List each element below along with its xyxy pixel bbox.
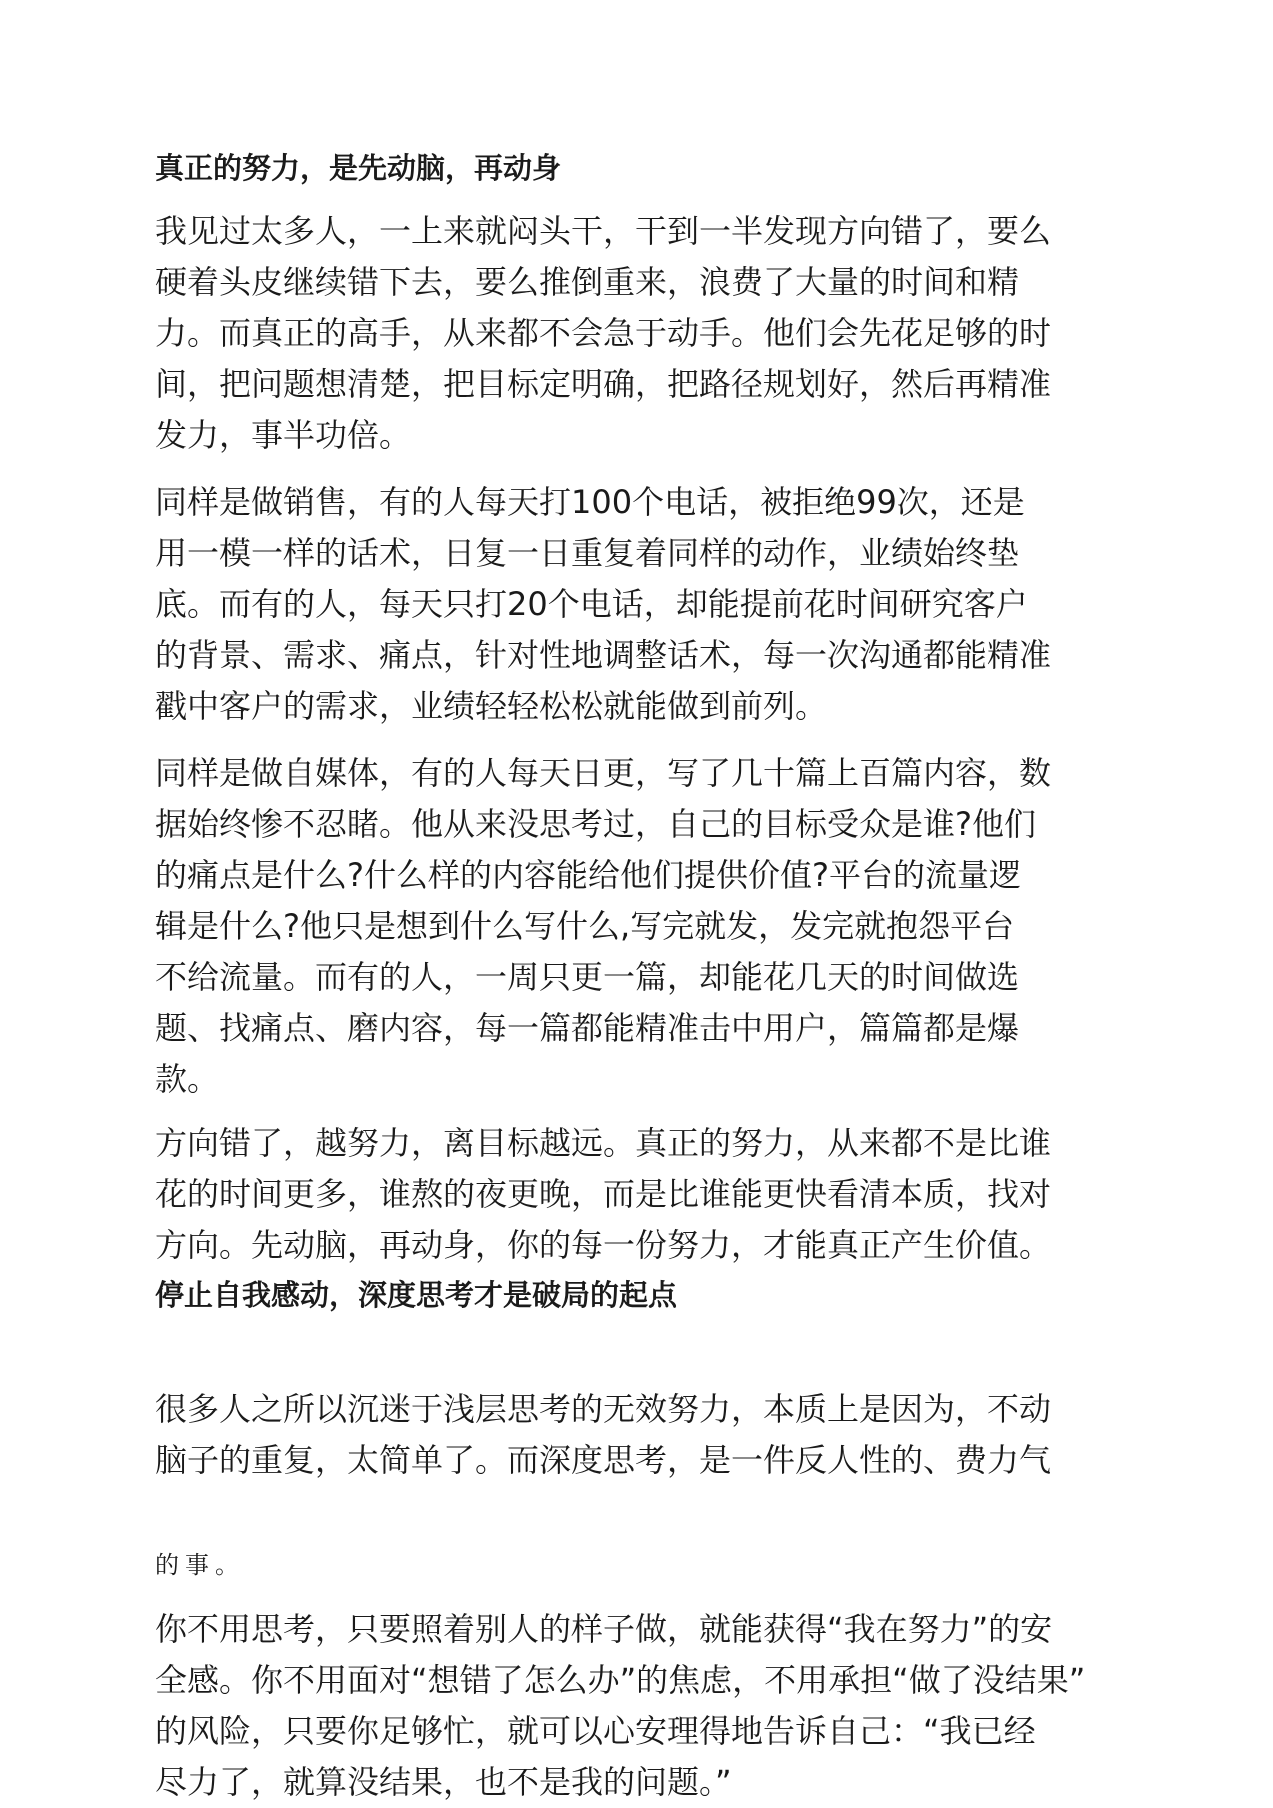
paragraph-5-text: 很多人之所以沉迷于浅层思考的无效努力，本质上是因为，不动 脑子的重复，太简单了。而深度思考，是一件反人性的、费力气: [155, 1390, 1052, 1479]
paragraph-1: 我见过太多人，一上来就闷头干，干到一半发现方向错了，要么 硬着头皮继续错下去，要么推倒重来，浪费了大量的时间和精 力。而真正的高手，从来都不会急于动手。他们会先花足够的时 间，把问题想清楚，把目标定明确，把路径规划好，然后再精准 发力，事半功倍。: [155, 212, 1052, 454]
paragraph-5: [155, 1333, 1155, 1591]
paragraph-4: 方向错了，越努力，离目标越远。真正的努力，从来都不是比谁 花的时间更多，谁熬的夜更晚，而是比谁能更快看清本质，找对 方向。先动脑，再动身，你的每一份努力，才能真正产生价值。: [155, 1124, 1052, 1264]
paragraph-2: 同样是做销售，有的人每天打100个电话，被拒绝99次，还是 用一模一样的话术，日复一日重复着同样的动作，业绩始终垫 底。而有的人，每天只打20个电话，却能提前花时间研究客户 的背景、需求、痛点，针对性地调整话术，每一次沟通都能精准 戳中客户的需求，业绩轻轻松松就能做到前列。: [155, 483, 1052, 725]
article: [155, 146, 1155, 1808]
paragraph-3: 同样是做自媒体，有的人每天日更，写了几十篇上百篇内容，数 据始终惨不忍睹。他从来没思考过，自己的目标受众是谁?他们 的痛点是什么?什么样的内容能给他们提供价值?平台的流量逻 辑是什么?他只是想到什么写什么,写完就发，发完就抱怨平台 不给流量。而有的人，一周只更一篇，却能花几天的时间做选 题、找痛点、磨内容，每一篇都能精准击中用户，篇篇都是爆 款。: [155, 754, 1052, 1098]
section-heading-1: 真正的努力，是先动脑，再动身: [155, 151, 562, 185]
section-heading-2: 停止自我感动，深度思考才是破局的起点: [155, 1278, 678, 1312]
paragraph-5-tail: 的事。: [155, 1551, 245, 1579]
paragraph-6: 你不用思考，只要照着别人的样子做，就能获得“我在努力”的安 全感。你不用面对“想错了怎么办”的焦虑，不用承担“做了没结果” 的风险，只要你足够忙，就可以心安理得地告诉自己：“我已经 尽力了，就算没结果，也不是我的问题。”: [155, 1610, 1086, 1801]
